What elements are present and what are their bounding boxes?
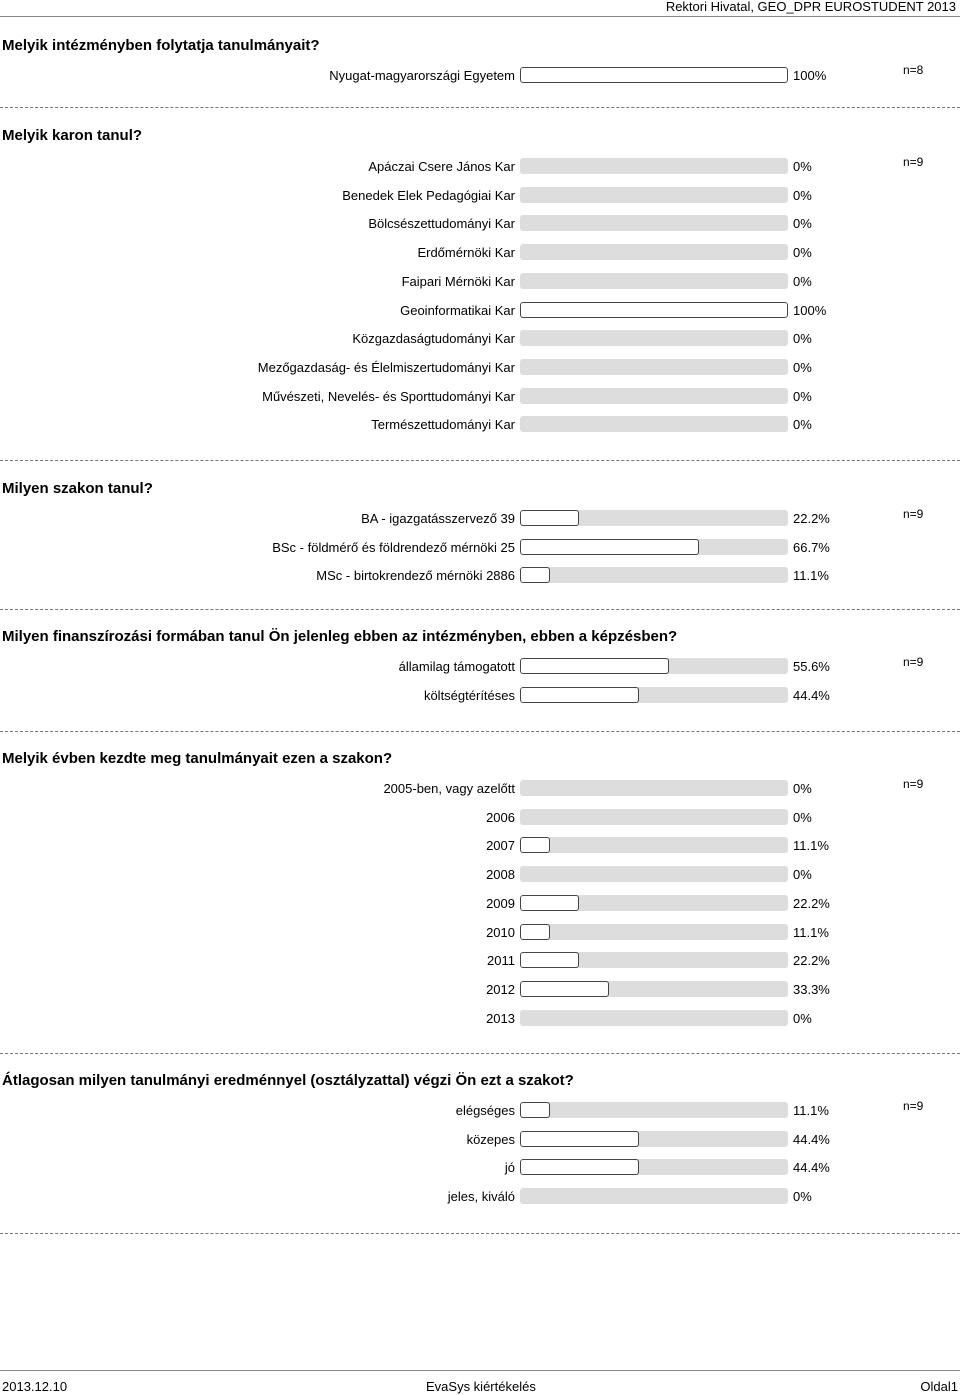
response-count: n=9 (903, 655, 924, 669)
bar-track (520, 895, 788, 911)
bar-track (520, 539, 788, 555)
response-count: n=9 (903, 1099, 924, 1113)
bar-fill (520, 1131, 639, 1147)
answer-row (0, 952, 960, 972)
answer-row (0, 981, 960, 1001)
footer-center: EvaSys kiértékelés (426, 1379, 536, 1394)
bar-fill (520, 895, 579, 911)
answer-label: 2005-ben, vagy azelőtt (383, 781, 515, 796)
bar-track (520, 244, 788, 260)
answer-row (0, 507, 960, 530)
bar-track (520, 981, 788, 997)
bar-track (520, 273, 788, 289)
answer-row (0, 924, 960, 944)
answer-row (0, 809, 960, 829)
answer-row (0, 388, 960, 408)
percent-label: 0% (793, 867, 812, 883)
bar-track (520, 837, 788, 853)
bar-track (520, 1131, 788, 1147)
answer-row (0, 155, 960, 178)
answer-row (0, 567, 960, 587)
answer-label: Benedek Elek Pedagógiai Kar (342, 187, 515, 203)
answer-label: 2007 (486, 838, 515, 854)
header-divider (0, 16, 960, 17)
percent-label: 44.4% (793, 1160, 830, 1176)
answer-label: elégséges (455, 1103, 515, 1118)
answer-label: Természettudományi Kar (371, 417, 515, 433)
answer-label: Apáczai Csere János Kar (368, 159, 515, 174)
answer-row (0, 777, 960, 800)
percent-label: 22.2% (793, 953, 830, 969)
percent-label: 11.1% (793, 924, 829, 940)
answer-row (0, 187, 960, 207)
bar-fill (520, 302, 788, 318)
bar-track (520, 215, 788, 231)
percent-label: 22.2% (793, 895, 830, 911)
answer-label: Közgazdaságtudományi Kar (352, 331, 515, 347)
bar-fill (520, 981, 609, 997)
answer-label: 2009 (486, 895, 515, 911)
answer-row (0, 359, 960, 379)
percent-label: 0% (793, 388, 812, 404)
bar-fill (520, 539, 699, 555)
percent-label: 0% (793, 809, 812, 825)
bar-track (520, 809, 788, 825)
answer-label: 2011 (487, 953, 515, 969)
bar-fill (520, 924, 550, 940)
answer-label: Művészeti, Nevelés- és Sporttudományi Kar (262, 388, 515, 404)
bar-track (520, 658, 788, 674)
answer-row (0, 1131, 960, 1151)
answer-row (0, 895, 960, 915)
answer-row (0, 330, 960, 350)
bar-track (520, 67, 788, 83)
bar-fill (520, 67, 788, 83)
bar-fill (520, 837, 550, 853)
percent-label: 11.1% (793, 568, 829, 584)
answer-label: Faipari Mérnöki Kar (401, 273, 515, 289)
bar-track (520, 952, 788, 968)
answer-row (0, 273, 960, 293)
bar-track (520, 866, 788, 882)
percent-label: 44.4% (793, 1131, 830, 1147)
answer-row (0, 1099, 960, 1122)
response-count: n=9 (903, 155, 924, 169)
bar-track (520, 1188, 788, 1204)
percent-label: 55.6% (793, 659, 830, 674)
question-title: Milyen finanszírozási formában tanul Ön jelenleg ebben az intézményben, ebben a képzésben? (2, 628, 678, 645)
section-divider (0, 609, 960, 610)
bar-track (520, 330, 788, 346)
answer-label: Erdőmérnöki Kar (417, 245, 515, 261)
response-count: n=8 (903, 63, 924, 77)
bar-track (520, 359, 788, 375)
bar-track (520, 1010, 788, 1026)
section-divider (0, 460, 960, 461)
percent-label: 33.3% (793, 981, 830, 997)
percent-label: 0% (793, 159, 812, 174)
question-title: Melyik karon tanul? (2, 127, 143, 144)
bar-track (520, 388, 788, 404)
question-title: Átlagosan milyen tanulmányi eredménnyel (osztályzattal) végzi Ön ezt a szakot? (2, 1072, 574, 1089)
percent-label: 0% (793, 331, 812, 347)
bar-track (520, 924, 788, 940)
answer-label: Bölcsészettudományi Kar (368, 216, 515, 232)
answer-label: jeles, kiváló (447, 1189, 515, 1205)
bar-fill (520, 687, 639, 703)
bar-fill (520, 567, 550, 583)
percent-label: 0% (793, 359, 812, 375)
footer-page: Oldal1 (920, 1379, 958, 1394)
section-divider (0, 731, 960, 732)
percent-label: 11.1% (793, 838, 829, 854)
percent-label: 44.4% (793, 687, 830, 703)
percent-label: 0% (793, 1010, 812, 1026)
percent-label: 100% (793, 302, 827, 318)
bar-track (520, 1159, 788, 1175)
bar-track (520, 416, 788, 432)
answer-label: 2012 (486, 981, 515, 997)
footer-date: 2013.12.10 (2, 1379, 68, 1394)
answer-label: Mezőgazdaság- és Élelmiszertudományi Kar (257, 359, 515, 375)
bar-fill (520, 952, 579, 968)
answer-row (0, 416, 960, 436)
percent-label: 0% (793, 417, 812, 433)
section-divider (0, 1233, 960, 1234)
answer-label: Nyugat-magyarországi Egyetem (329, 68, 515, 83)
answer-label: BA - igazgatásszervező 39 (361, 511, 515, 526)
bar-track (520, 687, 788, 703)
answer-row (0, 302, 960, 322)
answer-row (0, 837, 960, 857)
bar-track (520, 780, 788, 796)
answer-label: jó (504, 1160, 515, 1176)
percent-label: 0% (793, 1189, 812, 1205)
bar-track (520, 567, 788, 583)
percent-label: 0% (793, 216, 812, 232)
header-org: Rektori Hivatal, GEO_DPR EUROSTUDENT 2013 (665, 0, 956, 14)
answer-row (0, 539, 960, 559)
response-count: n=9 (903, 777, 924, 791)
answer-label: közepes (466, 1131, 515, 1147)
percent-label: 0% (793, 273, 812, 289)
question-title: Milyen szakon tanul? (2, 480, 153, 497)
answer-label: államilag támogatott (398, 659, 515, 674)
question-title: Melyik intézményben folytatja tanulmányait? (2, 37, 320, 54)
bar-track (520, 187, 788, 203)
answer-row (0, 866, 960, 886)
answer-label: 2010 (486, 924, 515, 940)
footer-divider (0, 1370, 960, 1371)
percent-label: 22.2% (793, 511, 830, 526)
section-divider (0, 1053, 960, 1054)
bar-track (520, 510, 788, 526)
answer-row (0, 67, 960, 87)
bar-track (520, 302, 788, 318)
answer-label: 2006 (486, 809, 515, 825)
answer-row (0, 1159, 960, 1179)
answer-row (0, 244, 960, 264)
answer-row (0, 687, 960, 707)
section-divider (0, 107, 960, 108)
answer-label: Geoinformatikai Kar (400, 302, 515, 318)
response-count: n=9 (903, 507, 924, 521)
bar-track (520, 158, 788, 174)
percent-label: 0% (793, 781, 812, 796)
answer-label: költségtérítéses (423, 687, 515, 703)
answer-label: BSc - földmérő és földrendező mérnöki 25 (272, 539, 515, 555)
percent-label: 11.1% (793, 1103, 829, 1118)
bar-fill (520, 1159, 639, 1175)
percent-label: 100% (793, 68, 827, 83)
answer-row (0, 1010, 960, 1030)
answer-row (0, 655, 960, 678)
answer-label: 2008 (486, 867, 515, 883)
bar-fill (520, 510, 579, 526)
answer-row (0, 215, 960, 235)
percent-label: 66.7% (793, 539, 830, 555)
percent-label: 0% (793, 187, 812, 203)
answer-label: 2013 (486, 1010, 515, 1026)
answer-row (0, 1188, 960, 1208)
bar-fill (520, 658, 669, 674)
percent-label: 0% (793, 245, 812, 261)
bar-fill (520, 1102, 550, 1118)
answer-label: MSc - birtokrendező mérnöki 2886 (316, 568, 515, 584)
question-title: Melyik évben kezdte meg tanulmányait ezen a szakon? (2, 750, 393, 767)
bar-track (520, 1102, 788, 1118)
